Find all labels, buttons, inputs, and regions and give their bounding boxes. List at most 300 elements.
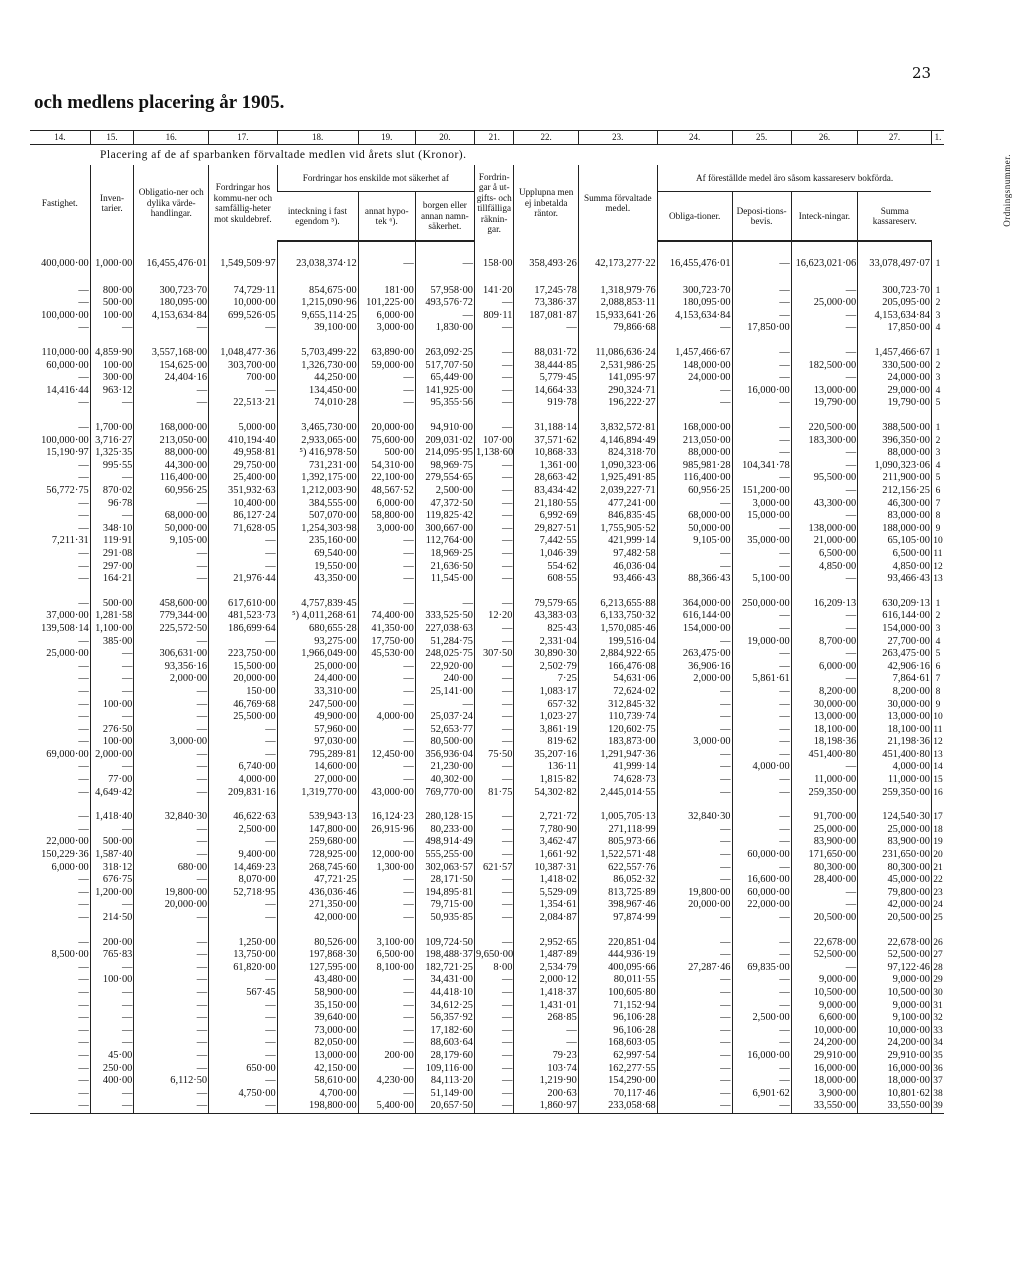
table-cell: 1,219·90 xyxy=(514,1075,578,1088)
table-cell: 20,000·00 xyxy=(209,673,278,686)
table-cell: 507,070·00 xyxy=(277,510,358,523)
table-cell: — xyxy=(474,523,513,536)
table-cell: 10,000·00 xyxy=(209,297,278,310)
table-cell: 17,850·00 xyxy=(732,322,791,335)
table-cell: — xyxy=(134,962,209,975)
table-cell: 622,557·76 xyxy=(578,862,657,875)
table-cell: — xyxy=(474,485,513,498)
table-cell: 54,631·06 xyxy=(578,673,657,686)
table-cell: — xyxy=(791,648,857,661)
row-number: 8 xyxy=(931,510,944,523)
table-cell: — xyxy=(134,635,209,648)
table-cell: 318·12 xyxy=(90,862,134,875)
table-cell: — xyxy=(358,1088,415,1101)
table-cell: 80,300·00 xyxy=(791,862,857,875)
table-cell: 21,230·00 xyxy=(415,761,474,774)
table-cell: 45,000·00 xyxy=(858,874,932,887)
table-row xyxy=(30,673,944,686)
table-cell: 166,476·08 xyxy=(578,661,657,674)
table-cell: — xyxy=(78,497,89,509)
table-cell: 30,000·00 xyxy=(791,698,857,711)
table-cell: 1,300·00 xyxy=(358,862,415,875)
table-row xyxy=(30,635,944,648)
table-cell: 32,840·30 xyxy=(134,811,209,824)
table-cell: 124,540·30 xyxy=(858,811,932,824)
table-cell: — xyxy=(474,548,513,561)
row-number: 5 xyxy=(931,648,944,661)
table-row xyxy=(30,736,944,749)
table-cell: — xyxy=(474,1100,513,1113)
table-cell: 16,000·00 xyxy=(732,385,791,398)
table-cell: — xyxy=(657,1025,732,1038)
table-cell: 107·00 xyxy=(474,435,513,448)
table-cell: 100·00 xyxy=(90,736,134,749)
table-row xyxy=(30,1100,944,1113)
table-cell: 68,000·00 xyxy=(657,510,732,523)
table-cell: — xyxy=(514,322,578,335)
table-cell: — xyxy=(209,385,278,398)
table-cell: — xyxy=(358,673,415,686)
table-cell: 13,000·00 xyxy=(791,711,857,724)
table-cell: — xyxy=(90,661,134,674)
table-cell: 3,000·00 xyxy=(358,322,415,335)
savings-bank-table xyxy=(30,130,1013,1114)
col-num: 18. xyxy=(277,131,358,145)
table-cell: — xyxy=(474,824,513,837)
table-cell: 22,000·00 xyxy=(732,899,791,912)
table-cell: 307·50 xyxy=(474,648,513,661)
table-row xyxy=(30,774,944,787)
table-cell: — xyxy=(358,774,415,787)
table-cell: 5,000·00 xyxy=(209,422,278,435)
col-num: 17. xyxy=(209,131,278,145)
table-cell: 500·00 xyxy=(90,836,134,849)
table-row xyxy=(30,523,944,536)
header-annat-hypotek: annat hypo-tek ⁶). xyxy=(358,192,415,242)
table-cell: 25,000·00 xyxy=(791,824,857,837)
table-cell: — xyxy=(474,899,513,912)
table-cell: 16,623,021·06 xyxy=(791,258,857,271)
table-cell: 263,092·25 xyxy=(415,347,474,360)
table-cell: — xyxy=(78,1049,89,1061)
table-cell: — xyxy=(474,472,513,485)
table-cell: 9,000·00 xyxy=(791,999,857,1012)
table-cell: 765·83 xyxy=(90,949,134,962)
table-cell: 10,000·00 xyxy=(858,1025,932,1038)
row-number: 24 xyxy=(933,900,943,911)
table-row xyxy=(30,648,944,661)
table-cell: 2,500·00 xyxy=(415,485,474,498)
table-cell: 25,141·00 xyxy=(415,686,474,699)
table-cell: 421,999·14 xyxy=(578,535,657,548)
table-cell: 1,522,571·48 xyxy=(578,849,657,862)
table-cell: — xyxy=(415,698,474,711)
table-cell: — xyxy=(78,786,89,798)
table-cell: — xyxy=(209,999,278,1012)
table-cell: 57,958·00 xyxy=(415,285,474,298)
table-cell: 247,500·00 xyxy=(277,698,358,711)
table-cell: 6,500·00 xyxy=(358,949,415,962)
row-number: 19 xyxy=(933,837,943,848)
table-cell: — xyxy=(474,1037,513,1050)
table-row xyxy=(30,987,944,1000)
table-cell: 162,277·55 xyxy=(578,1062,657,1075)
table-cell: — xyxy=(732,548,791,561)
table-cell: 187,081·87 xyxy=(514,310,578,323)
table-cell: 34,431·00 xyxy=(415,974,474,987)
table-cell: 209,831·16 xyxy=(209,787,278,800)
table-cell: — xyxy=(657,999,732,1012)
table-cell: 555,255·00 xyxy=(415,849,474,862)
table-cell: 181·00 xyxy=(358,285,415,298)
table-cell: 1,326,730·00 xyxy=(277,360,358,373)
table-cell: 1,700·00 xyxy=(90,422,134,435)
table-cell: — xyxy=(358,887,415,900)
table-cell: 7,442·55 xyxy=(514,535,578,548)
table-cell: — xyxy=(78,711,89,723)
table-cell: 3,100·00 xyxy=(358,937,415,950)
table-cell: — xyxy=(657,698,732,711)
table-cell: 567·45 xyxy=(209,987,278,1000)
table-row xyxy=(30,347,944,360)
table-row xyxy=(30,560,944,573)
table-cell: 1,319,770·00 xyxy=(277,787,358,800)
table-cell: — xyxy=(358,724,415,737)
table-row xyxy=(30,360,944,373)
table-cell: 231,650·00 xyxy=(858,849,932,862)
table-cell: 71,152·94 xyxy=(578,999,657,1012)
table-row xyxy=(30,485,944,498)
table-cell: 10,400·00 xyxy=(209,498,278,511)
table-cell: — xyxy=(134,974,209,987)
table-row xyxy=(30,862,944,875)
table-cell: — xyxy=(657,711,732,724)
table-cell: 303,700·00 xyxy=(209,360,278,373)
table-cell: — xyxy=(657,874,732,887)
table-cell: — xyxy=(657,787,732,800)
col-num: 23. xyxy=(578,131,657,145)
table-cell: 18,000·00 xyxy=(858,1075,932,1088)
table-cell: — xyxy=(474,1050,513,1063)
table-cell: 194,895·81 xyxy=(415,887,474,900)
table-cell: — xyxy=(657,824,732,837)
table-cell: — xyxy=(474,1088,513,1101)
table-cell: 5,703,499·22 xyxy=(277,347,358,360)
table-cell: — xyxy=(358,598,415,611)
table-cell: — xyxy=(732,297,791,310)
table-cell: 5,529·09 xyxy=(514,887,578,900)
table-cell: 7,211·31 xyxy=(51,535,89,547)
table-cell: — xyxy=(732,749,791,762)
table-cell: 82,050·00 xyxy=(277,1037,358,1050)
table-cell: 300,723·70 xyxy=(858,285,932,298)
table-cell: 279,554·65 xyxy=(415,472,474,485)
table-cell: 29,910·00 xyxy=(791,1050,857,1063)
table-cell: 17,245·78 xyxy=(514,285,578,298)
table-cell: 384,555·00 xyxy=(277,498,358,511)
table-cell: 1,090,323·06 xyxy=(858,460,932,473)
table-cell: 150,229·36 xyxy=(41,849,89,861)
table-cell: 47,372·50 xyxy=(415,498,474,511)
table-cell: 7,864·61 xyxy=(858,673,932,686)
table-cell: — xyxy=(78,1062,89,1074)
table-cell: — xyxy=(358,736,415,749)
table-cell: 5,100·00 xyxy=(732,573,791,586)
table-cell: 19,000·00 xyxy=(732,635,791,648)
table-cell: 20,500·00 xyxy=(791,912,857,925)
table-cell: 657·32 xyxy=(514,698,578,711)
table-cell: 136·11 xyxy=(514,761,578,774)
table-cell: 4,850·00 xyxy=(791,560,857,573)
table-cell: — xyxy=(732,974,791,987)
table-row xyxy=(30,422,944,435)
table-cell: — xyxy=(134,686,209,699)
col-num: 24. xyxy=(657,131,732,145)
table-cell: — xyxy=(732,258,791,271)
table-cell: — xyxy=(90,999,134,1012)
table-cell: — xyxy=(78,1100,89,1112)
table-cell: — xyxy=(358,573,415,586)
table-cell: — xyxy=(78,912,89,923)
table-cell: — xyxy=(78,1087,89,1099)
table-cell: — xyxy=(474,711,513,724)
table-cell: 8,200·00 xyxy=(858,686,932,699)
table-cell: 348·10 xyxy=(90,523,134,536)
table-cell: 96,106·28 xyxy=(578,1025,657,1038)
table-cell: — xyxy=(134,1062,209,1075)
group-spacer xyxy=(30,241,944,258)
table-cell: 300·00 xyxy=(90,372,134,385)
table-cell: — xyxy=(209,724,278,737)
table-cell: 8,200·00 xyxy=(791,686,857,699)
table-cell: 29,000·00 xyxy=(858,385,932,398)
table-cell: — xyxy=(474,761,513,774)
table-cell: 14,600·00 xyxy=(277,761,358,774)
table-cell: — xyxy=(474,397,513,410)
table-cell: — xyxy=(78,999,89,1011)
header-inteckning: inteckning i fast egendom ⁵). xyxy=(277,192,358,242)
table-cell: 616,144·00 xyxy=(858,610,932,623)
table-cell: 297·00 xyxy=(90,560,134,573)
table-cell: 235,160·00 xyxy=(277,535,358,548)
table-cell: 500·00 xyxy=(90,598,134,611)
table-cell: 32,840·30 xyxy=(657,811,732,824)
table-cell: 3,000·00 xyxy=(134,736,209,749)
table-cell: — xyxy=(90,761,134,774)
table-cell: — xyxy=(791,899,857,912)
table-cell: 1,755,905·52 xyxy=(578,523,657,536)
table-cell: 1,457,466·67 xyxy=(657,347,732,360)
table-cell: — xyxy=(78,886,89,898)
table-cell: 20,000·00 xyxy=(657,899,732,912)
table-cell: 259,680·00 xyxy=(277,836,358,849)
table-cell: 312,845·32 xyxy=(578,698,657,711)
table-cell: 213,050·00 xyxy=(657,435,732,448)
table-cell: 58,800·00 xyxy=(358,510,415,523)
table-cell: — xyxy=(514,1037,578,1050)
table-cell: 1,392,175·00 xyxy=(277,472,358,485)
table-cell: 100·00 xyxy=(90,974,134,987)
table-cell: 183,300·00 xyxy=(791,435,857,448)
row-number: 26 xyxy=(933,937,943,948)
row-number: 9 xyxy=(931,523,944,536)
table-cell: — xyxy=(514,1025,578,1038)
table-cell: 444,936·19 xyxy=(578,949,657,962)
group-spacer xyxy=(30,335,944,347)
table-cell: 2,000·12 xyxy=(514,974,578,987)
table-cell: 57,960·00 xyxy=(277,724,358,737)
table-cell: 26,915·96 xyxy=(358,824,415,837)
table-cell: 27,000·00 xyxy=(277,774,358,787)
table-cell: — xyxy=(134,999,209,1012)
table-cell: — xyxy=(90,472,134,485)
row-number: 1 xyxy=(931,258,944,271)
table-cell: — xyxy=(78,459,89,471)
table-cell: 4,859·90 xyxy=(90,347,134,360)
table-cell: — xyxy=(474,297,513,310)
table-cell: — xyxy=(78,635,89,647)
header-kr-inteckningar: Inteck-ningar. xyxy=(791,192,857,242)
header-fordringar-kommun: Fordringar hos kommu-ner och samfällig-heter mot skuldebref. xyxy=(209,165,278,241)
table-cell: 42,906·16 xyxy=(858,661,932,674)
table-cell: 9,000·00 xyxy=(858,974,932,987)
table-cell: — xyxy=(134,761,209,774)
table-cell: 46,300·00 xyxy=(858,498,932,511)
table-cell: 250·00 xyxy=(90,1062,134,1075)
table-body xyxy=(30,241,944,1114)
table-cell: — xyxy=(134,1100,209,1113)
row-number: 21 xyxy=(933,862,943,873)
table-cell: 6,901·62 xyxy=(732,1088,791,1101)
table-cell: 56,772·75 xyxy=(46,485,89,496)
table-cell: — xyxy=(90,899,134,912)
table-cell: 17,182·60 xyxy=(415,1025,474,1038)
table-cell: — xyxy=(791,285,857,298)
table-row xyxy=(30,899,944,912)
table-cell: 4,000·00 xyxy=(858,761,932,774)
table-row xyxy=(30,887,944,900)
table-cell: 16,124·23 xyxy=(358,811,415,824)
row-number: 27 xyxy=(933,950,943,961)
table-cell: — xyxy=(134,385,209,398)
table-cell: — xyxy=(657,937,732,950)
table-cell: 2,531,986·25 xyxy=(578,360,657,373)
table-cell: — xyxy=(657,987,732,1000)
table-cell: 1,005,705·13 xyxy=(578,811,657,824)
table-cell: 1,138·60 xyxy=(475,447,514,459)
ordning-header: Ordningsnummer. xyxy=(1002,154,1013,228)
table-cell: 9,000·00 xyxy=(791,974,857,987)
table-cell: 1,083·17 xyxy=(514,686,578,699)
table-cell: 33,550·00 xyxy=(858,1100,932,1113)
table-cell: 74,010·28 xyxy=(277,397,358,410)
table-cell: — xyxy=(474,724,513,737)
table-cell: — xyxy=(78,874,89,886)
row-number: 2 xyxy=(931,297,944,310)
table-cell: 1,046·39 xyxy=(514,548,578,561)
table-cell: — xyxy=(358,987,415,1000)
row-number: 14 xyxy=(933,762,943,773)
table-cell: — xyxy=(732,811,791,824)
table-cell: 1,966,049·00 xyxy=(277,648,358,661)
table-cell: — xyxy=(78,422,89,434)
row-number: 13 xyxy=(933,749,943,760)
table-cell: 728,925·00 xyxy=(277,849,358,862)
table-row xyxy=(30,836,944,849)
table-cell: — xyxy=(209,912,278,925)
table-cell: — xyxy=(474,686,513,699)
row-number: 36 xyxy=(933,1063,943,1074)
table-cell: 25,400·00 xyxy=(209,472,278,485)
table-cell: 25,000·00 xyxy=(46,648,89,660)
table-cell: 109,116·00 xyxy=(415,1062,474,1075)
table-row xyxy=(30,447,944,460)
table-cell: 8,500·00 xyxy=(51,949,89,961)
row-number: 3 xyxy=(931,447,944,460)
table-cell: — xyxy=(732,661,791,674)
table-cell: 51,149·00 xyxy=(415,1088,474,1101)
table-cell: 83,000·00 xyxy=(858,510,932,523)
table-cell: — xyxy=(90,987,134,1000)
table-cell: 10,000·00 xyxy=(791,1025,857,1038)
table-cell: — xyxy=(657,1012,732,1025)
table-cell: 1,431·01 xyxy=(514,999,578,1012)
table-cell: 60,956·25 xyxy=(134,485,209,498)
table-cell: 1,457,466·67 xyxy=(858,347,932,360)
table-cell: 29,827·51 xyxy=(514,523,578,536)
table-cell: 3,000·00 xyxy=(358,523,415,536)
table-cell: — xyxy=(791,322,857,335)
table-cell: 4,750·00 xyxy=(209,1088,278,1101)
row-number: 17 xyxy=(933,812,943,823)
table-cell: 3,000·00 xyxy=(657,736,732,749)
table-cell: — xyxy=(134,949,209,962)
table-cell: 97,482·58 xyxy=(578,548,657,561)
table-row xyxy=(30,460,944,473)
table-cell: 211,900·00 xyxy=(858,472,932,485)
table-row xyxy=(30,385,944,398)
table-cell: 33,550·00 xyxy=(791,1100,857,1113)
table-cell: — xyxy=(657,498,732,511)
table-cell: 436,036·46 xyxy=(277,887,358,900)
table-cell: 46,769·68 xyxy=(209,698,278,711)
table-cell: 69,000·00 xyxy=(46,748,89,760)
table-row xyxy=(30,1012,944,1025)
table-cell: 11,545·00 xyxy=(415,573,474,586)
table-cell: — xyxy=(209,899,278,912)
table-cell: — xyxy=(78,698,89,710)
table-cell: 44,250·00 xyxy=(277,372,358,385)
table-cell: 16,000·00 xyxy=(858,1062,932,1075)
table-cell: — xyxy=(732,372,791,385)
table-cell: 985,981·28 xyxy=(657,460,732,473)
table-cell: 100,000·00 xyxy=(41,434,89,446)
table-cell: 4,153,634·84 xyxy=(858,310,932,323)
table-cell: 100·00 xyxy=(90,360,134,373)
table-cell: — xyxy=(78,685,89,697)
table-cell: — xyxy=(78,723,89,735)
table-row xyxy=(30,372,944,385)
row-number: 11 xyxy=(933,548,943,559)
table-cell: — xyxy=(474,1062,513,1075)
table-cell: 12·20 xyxy=(474,610,513,623)
table-cell: 188,000·00 xyxy=(858,523,932,536)
table-cell: 186,699·64 xyxy=(209,623,278,636)
table-cell: — xyxy=(474,736,513,749)
table-cell: 517,707·50 xyxy=(415,360,474,373)
table-cell: 22,513·21 xyxy=(209,397,278,410)
table-cell: — xyxy=(474,999,513,1012)
